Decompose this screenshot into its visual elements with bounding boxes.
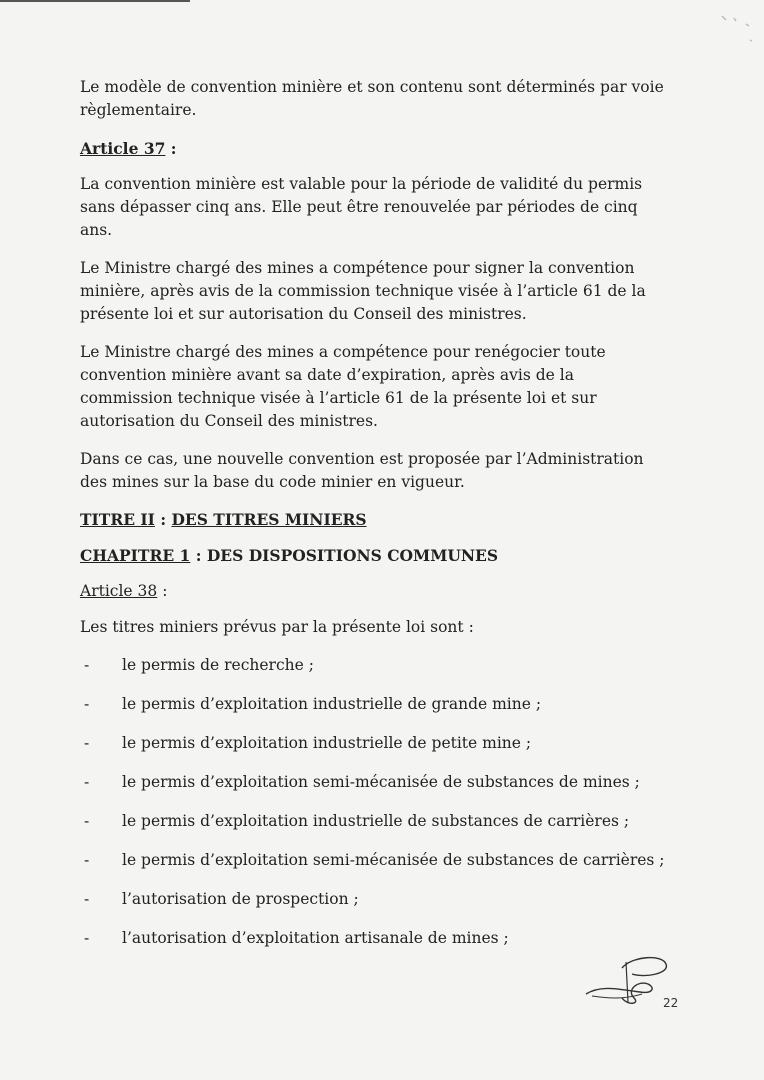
list-item xyxy=(80,732,670,771)
list-item-text: l’autorisation d’exploitation artisanale de mines ; xyxy=(122,929,509,947)
article-38-intro: Les titres miniers prévus par la présente loi sont : xyxy=(80,618,474,636)
list-item-text: le permis d’exploitation semi-mécanisée de substances de mines ; xyxy=(122,773,640,791)
list-dash: - xyxy=(84,851,90,869)
paragraph-model-convention: Le modèle de convention minière et son contenu sont déterminés par voie règlementaire. xyxy=(80,78,664,119)
list-dash: - xyxy=(84,929,90,947)
titre-text: DES TITRES MINIERS xyxy=(171,510,367,529)
list-item-text: le permis de recherche ; xyxy=(122,656,314,674)
article-38-heading xyxy=(80,580,670,603)
chapitre-text: : DES DISPOSITIONS COMMUNES xyxy=(190,546,499,565)
list-dash: - xyxy=(84,734,90,752)
mining-titles-list xyxy=(80,654,670,966)
article-37-title: Article 37 xyxy=(80,139,166,158)
titre-separator: : xyxy=(154,510,172,529)
document-body xyxy=(80,76,670,966)
list-item xyxy=(80,849,670,888)
list-item xyxy=(80,654,670,693)
article-38-suffix: : xyxy=(157,582,168,600)
list-item-text: l’autorisation de prospection ; xyxy=(122,890,359,908)
top-border-line xyxy=(0,0,190,2)
article-38-title: Article 38 xyxy=(80,582,158,600)
article-37-paragraph-1: La convention minière est valable pour la période de validité du permis sans dépasser cinq ans. Elle peut être renouvelée par périodes de cinq ans. xyxy=(80,175,643,239)
titre-label: TITRE II xyxy=(80,510,155,529)
list-item xyxy=(80,888,670,927)
list-item-text: le permis d’exploitation industrielle de substances de carrières ; xyxy=(122,812,630,830)
list-item-text: le permis d’exploitation industrielle de petite mine ; xyxy=(122,734,532,752)
list-dash: - xyxy=(84,695,90,713)
list-dash: - xyxy=(84,812,90,830)
article-37-suffix: : xyxy=(165,139,177,158)
list-dash: - xyxy=(84,890,90,908)
list-item xyxy=(80,810,670,849)
list-dash: - xyxy=(84,773,90,791)
list-item xyxy=(80,771,670,810)
titre-heading xyxy=(80,508,670,531)
list-dash: - xyxy=(84,656,90,674)
article-37-paragraph-3: Le Ministre chargé des mines a compétence pour renégocier toute convention minière avant sa date d’expiration, après avis de la commission technique visée à l’article 61 de la présente loi et sur autorisation du Conseil des ministres. xyxy=(80,343,606,430)
article-37-heading xyxy=(80,137,670,160)
list-item-text: le permis d’exploitation semi-mécanisée de substances de carrières ; xyxy=(122,851,665,869)
article-37-paragraph-4: Dans ce cas, une nouvelle convention est proposée par l’Administration des mines sur la base du code minier en vigueur. xyxy=(80,450,644,491)
corner-scan-mark xyxy=(716,10,756,50)
list-item xyxy=(80,693,670,732)
chapitre-label: CHAPITRE 1 xyxy=(80,546,191,565)
chapitre-heading xyxy=(80,544,670,567)
article-37-paragraph-2: Le Ministre chargé des mines a compétence pour signer la convention minière, après avis de la commission technique visée à l’article 61 de la présente loi et sur autorisation du Conseil des ministres. xyxy=(80,259,646,323)
page-number: 22 xyxy=(663,996,679,1010)
list-item-text: le permis d’exploitation industrielle de grande mine ; xyxy=(122,695,542,713)
